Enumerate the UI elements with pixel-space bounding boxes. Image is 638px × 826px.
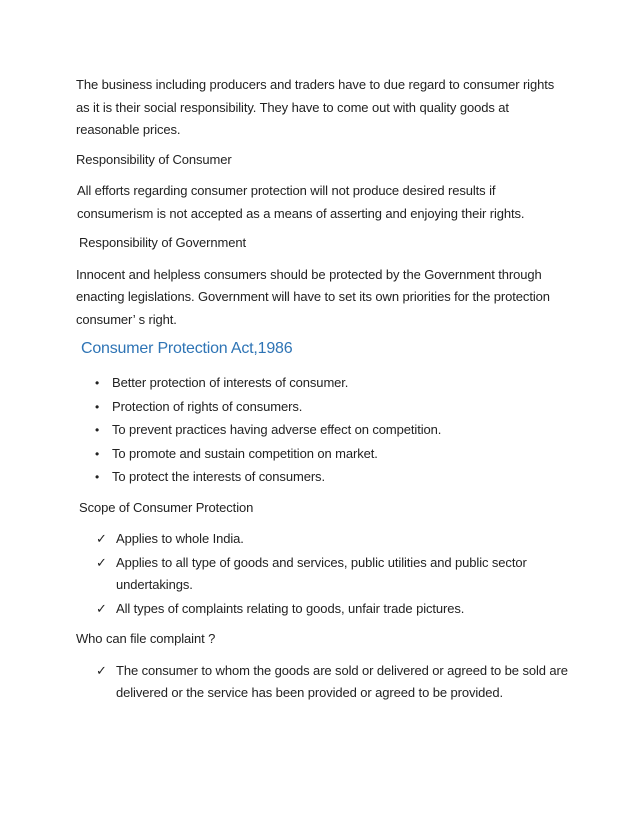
bullet-icon: • (95, 423, 100, 437)
list-item (76, 660, 568, 705)
government-paragraph: Innocent and helpless consumers should be protected by the Government through enacting legislations. Government will have to set its own priorities for the protection consumer’ s right. (76, 266, 550, 327)
list-item-text: Applies to whole India. (116, 531, 244, 546)
bullet-icon: • (95, 376, 100, 390)
scope-list (76, 528, 568, 620)
bullet-icon: • (95, 399, 100, 414)
checkmark-icon: ✓ (96, 600, 107, 616)
section-heading: Consumer Protection Act,1986 (81, 340, 293, 357)
intro-paragraph: The business including producers and traders have to due regard to consumer rights as it is their social responsibility. They have to come out with quality goods at reasonable prices. (76, 77, 555, 137)
list-item (76, 372, 568, 395)
list-item (76, 466, 568, 489)
list-item-text: Protection of rights of consumers. (112, 398, 303, 414)
list-item-text: Applies to all type of goods and services, public utilities and public sector undertakings. (116, 554, 527, 592)
list-item-text: Better protection of interests of consumer. (112, 375, 349, 390)
list-item (76, 598, 568, 621)
who-can-file-label: Who can file complaint ? (76, 631, 216, 646)
list-item (76, 443, 568, 466)
checkmark-icon: ✓ (96, 531, 107, 546)
checkmark-icon: ✓ (96, 554, 107, 570)
consumer-paragraph: All efforts regarding consumer protection will not produce desired results if consumerism is not accepted as a means of asserting and enjoying their rights. (77, 183, 525, 221)
list-item-text: To prevent practices having adverse effect on competition. (112, 422, 442, 437)
responsibility-consumer-label: Responsibility of Consumer (76, 151, 232, 167)
objectives-list (76, 372, 568, 489)
list-item (76, 552, 568, 597)
scope-label: Scope of Consumer Protection (79, 499, 254, 515)
responsibility-government-label: Responsibility of Government (79, 235, 247, 250)
list-item (76, 419, 568, 442)
list-item-text: All types of complaints relating to goods, unfair trade pictures. (116, 600, 465, 616)
bullet-icon: • (95, 446, 100, 461)
who-can-file-list (76, 660, 568, 705)
list-item-text: The consumer to whom the goods are sold or delivered or agreed to be sold are delivered or the service has been provided or agreed to be provided. (116, 662, 568, 700)
list-item-text: To protect the interests of consumers. (112, 469, 325, 484)
bullet-icon: • (95, 470, 100, 484)
list-item (76, 396, 568, 419)
list-item-text: To promote and sustain competition on market. (112, 445, 378, 461)
checkmark-icon: ✓ (96, 662, 107, 678)
list-item (76, 528, 568, 551)
